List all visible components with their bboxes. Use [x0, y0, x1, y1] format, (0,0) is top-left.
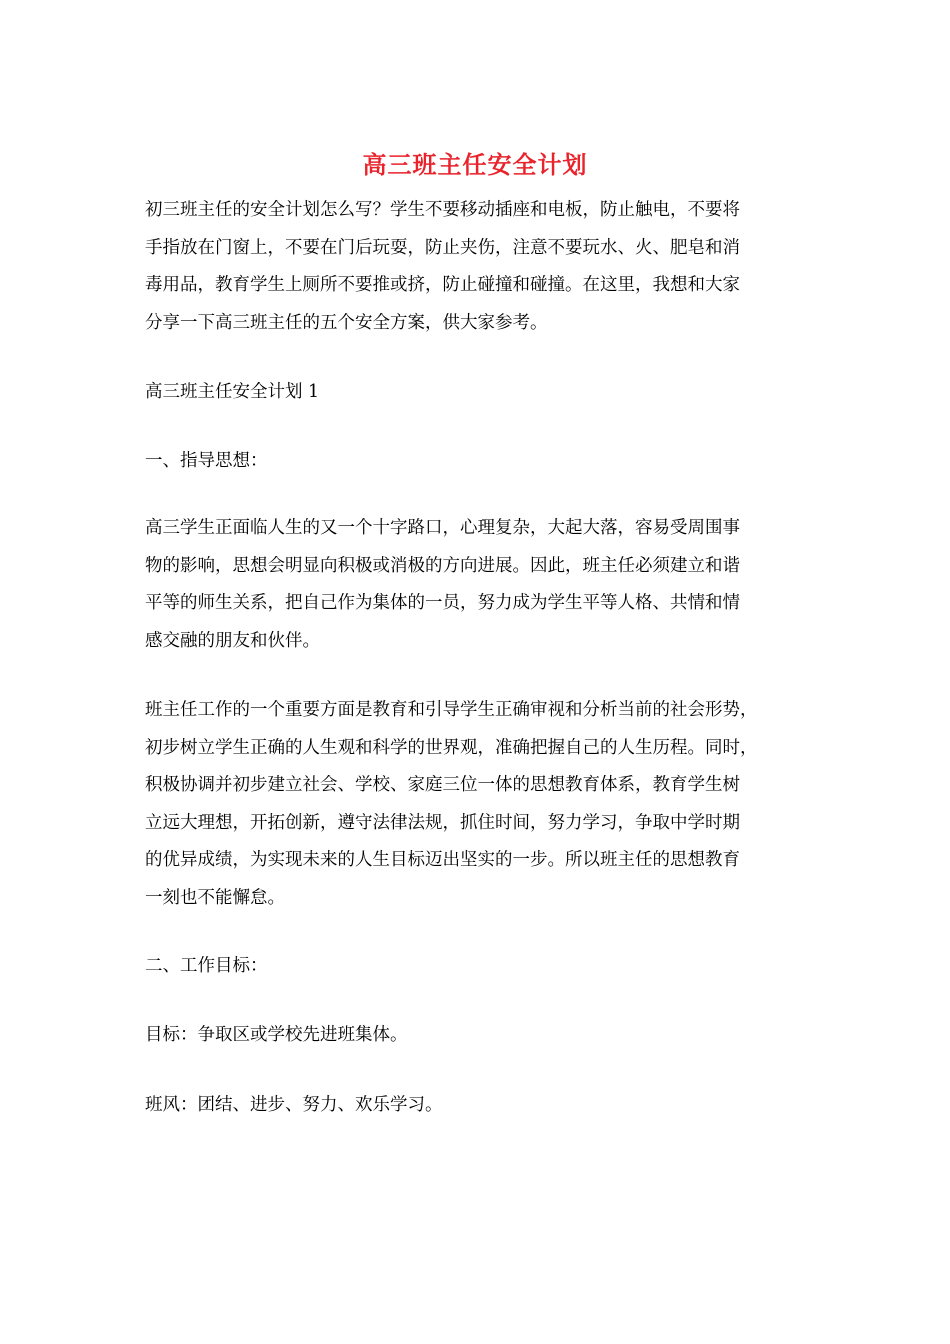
intro-paragraph	[145, 192, 810, 342]
paragraph-line: 物的影响，思想会明显向积极或消极的方向进展。因此，班主任必须建立和谐	[145, 555, 740, 576]
section-heading-guiding-thought: 一、指导思想：	[145, 451, 268, 471]
intro-line: 手指放在门窗上，不要在门后玩耍，防止夹伤，注意不要玩水、火、肥皂和消	[145, 237, 740, 258]
paragraph-line: 感交融的朋友和伙伴。	[145, 630, 320, 651]
goal-line: 目标：争取区或学校先进班集体。	[145, 1025, 408, 1045]
paragraph-line: 一刻也不能懈怠。	[145, 887, 285, 908]
paragraph-line: 的优异成绩，为实现未来的人生目标迈出坚实的一步。所以班主任的思想教育	[145, 850, 740, 870]
paragraph-line: 班主任工作的一个重要方面是教育和引导学生正确审视和分析当前的社会形势，	[145, 700, 758, 720]
paragraph-line: 高三学生正面临人生的又一个十字路口，心理复杂，大起大落，容易受周围事	[145, 518, 740, 538]
intro-line: 毒用品，教育学生上厕所不要推或挤，防止碰撞和碰撞。在这里，我想和大家	[145, 275, 740, 295]
class-style-line: 班风：团结、进步、努力、欢乐学习。	[145, 1095, 443, 1115]
document-title: 高三班主任安全计划	[362, 150, 588, 179]
plan-heading: 高三班主任安全计划 1	[145, 382, 320, 402]
guiding-thought-paragraph-1	[145, 510, 810, 660]
section-heading-work-goals: 二、工作目标：	[145, 956, 268, 976]
paragraph-line: 初步树立学生正确的人生观和科学的世界观，准确把握自己的人生历程。同时，	[145, 737, 758, 758]
guiding-thought-paragraph-2	[145, 692, 810, 917]
intro-line: 分享一下高三班主任的五个安全方案，供大家参考。	[145, 312, 548, 333]
intro-line: 初三班主任的安全计划怎么写？学生不要移动插座和电板，防止触电，不要将	[145, 200, 740, 220]
paragraph-line: 积极协调并初步建立社会、学校、家庭三位一体的思想教育体系，教育学生树	[145, 775, 740, 795]
paragraph-line: 平等的师生关系，把自己作为集体的一员，努力成为学生平等人格、共情和情	[145, 593, 740, 613]
paragraph-line: 立远大理想，开拓创新，遵守法律法规，抓住时间，努力学习，争取中学时期	[145, 812, 740, 833]
